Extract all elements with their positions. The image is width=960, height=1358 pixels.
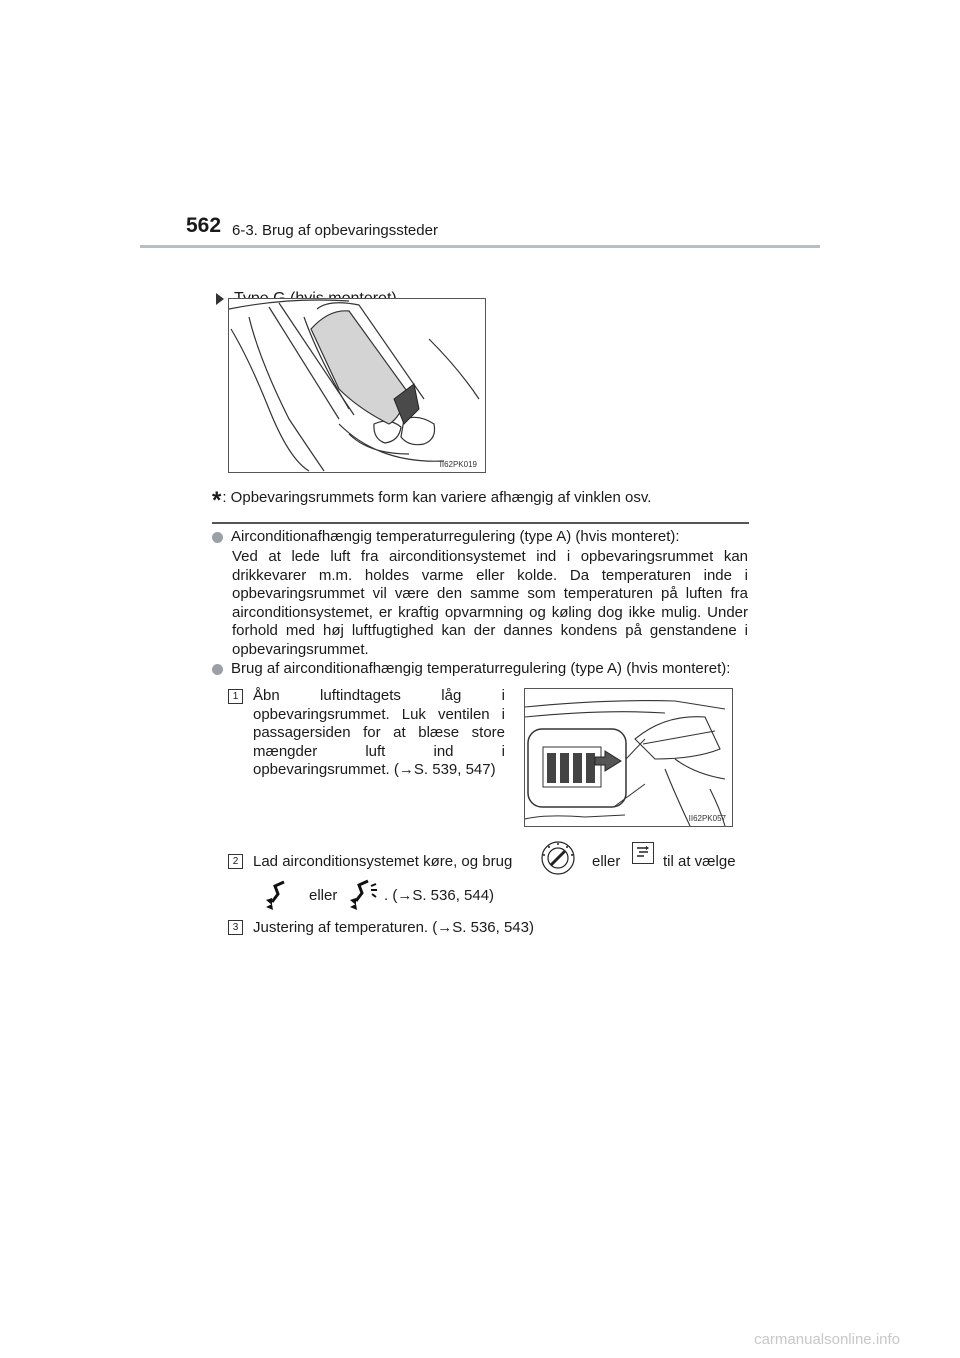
- notes-divider: [212, 522, 749, 524]
- step-text: Åbn luftindtagets låg i opbevaringsrummet. Luk ventilen i passagersiden for at blæse store mængder luft ind i opbevaringsrummet. (→S. 539, 547): [253, 687, 505, 778]
- step-text: Lad airconditionsystemet køre, og brug: [253, 853, 513, 870]
- feet-mode-icon: [264, 880, 290, 910]
- header-divider: [140, 245, 820, 248]
- airflow-mode-icon: [632, 842, 654, 864]
- step-number-box: 3: [228, 920, 243, 935]
- note-body: Ved at lede luft fra airconditionsystemet ind i opbevaringsrummet kan drikkevarer m.m. holdes varme eller kolde. Da temperaturen inde i opbevaringsrummet vil være den samme som temperaturen på luften fra airconditionsystemet, er kraftig opvarmning og køling dog ikke mulig. Under forhold med høj luftfugtighed kan der dannes kondens på genstandene i opbevaringsrummet.: [232, 548, 748, 658]
- note-item: [212, 660, 730, 677]
- page-number: 562: [186, 214, 222, 237]
- watermark: carmanualsonline.info: [754, 1331, 900, 1348]
- air-vent-figure: [524, 688, 733, 827]
- step-text: til at vælge: [663, 853, 736, 870]
- step-number-box: 2: [228, 854, 243, 869]
- step-text: . (→S. 536, 544): [384, 887, 495, 904]
- footnote-text: : Opbevaringsrummets form kan variere afhængig af vinklen osv.: [222, 489, 652, 506]
- section-title: 6-3. Brug af opbevaringssteder: [232, 222, 438, 239]
- figure-code: II62PK057: [688, 814, 726, 823]
- console-illustration: [229, 299, 485, 472]
- note-title: Brug af airconditionafhængig temperaturregulering (type A) (hvis monteret):: [231, 660, 731, 677]
- figure-code: II62PK019: [439, 460, 477, 469]
- step-number-box: 1: [228, 689, 243, 704]
- step-text: eller: [309, 887, 338, 904]
- triangle-bullet-icon: [216, 293, 224, 305]
- footnote: [212, 487, 651, 515]
- storage-compartment-figure: [228, 298, 486, 473]
- step-text: eller: [592, 853, 621, 870]
- bullet-icon: [212, 532, 223, 543]
- vent-illustration: [525, 689, 732, 826]
- step-text: Justering af temperaturen. (→S. 536, 543): [253, 919, 534, 936]
- note-item: [212, 528, 680, 545]
- note-title: Airconditionafhængig temperaturregulering (type A) (hvis monteret):: [231, 528, 680, 545]
- feet-defrost-mode-icon: [342, 878, 378, 910]
- bullet-icon: [212, 664, 223, 675]
- footnote-marker: *: [212, 487, 222, 514]
- dial-icon: [540, 840, 576, 876]
